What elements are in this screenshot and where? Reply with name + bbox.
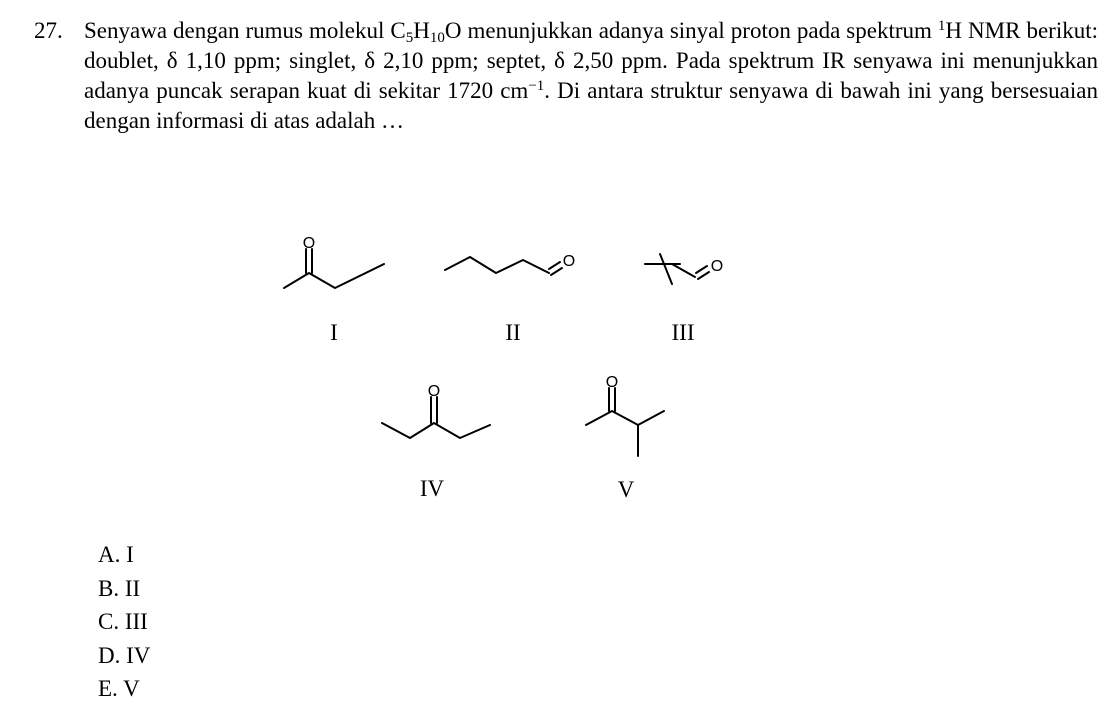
oxygen-atom-label: O	[710, 258, 724, 275]
subscript: 10	[429, 30, 445, 46]
option-b[interactable]: B. II	[98, 575, 141, 601]
option-e[interactable]: E. V	[98, 676, 140, 701]
option-c[interactable]: C. III	[98, 609, 148, 634]
structure-label: III	[671, 320, 695, 345]
superscript: 1	[937, 18, 946, 34]
structure-label: V	[617, 477, 635, 502]
structure-figures	[0, 200, 1112, 510]
structure-II	[445, 257, 562, 275]
question	[34, 16, 1098, 136]
structure-V	[586, 388, 664, 456]
oxygen-atom-label: O	[562, 253, 576, 270]
oxygen-atom-label: O	[302, 235, 316, 252]
question-text-part: . Di antara struktur senyawa di bawah ini yang bersesuaian dengan informasi di atas adalah …	[84, 78, 1098, 133]
superscript: −1	[528, 78, 545, 94]
question-text-part: H	[413, 18, 430, 43]
structure-label: IV	[419, 476, 445, 501]
structures-drawing	[0, 200, 1112, 510]
answer-options	[98, 538, 150, 706]
oxygen-atom-label: O	[427, 383, 441, 400]
option-a[interactable]: A. I	[98, 542, 134, 567]
question-text-part: H NMR berikut: doublet, δ 1,10 ppm; singlet, δ 2,10 ppm; septet, δ 2,50 ppm. Pada spektrum IR senyawa ini menunjukkan adanya puncak serapan kuat di sekitar 1720 cm	[84, 18, 1098, 103]
structure-label: II	[505, 320, 521, 345]
subscript: 5	[405, 30, 414, 46]
structure-III	[645, 254, 709, 284]
structure-label: I	[330, 320, 338, 345]
question-number: 27.	[34, 18, 63, 43]
question-text-part: Senyawa dengan rumus molekul C	[84, 18, 406, 43]
structure-IV	[382, 397, 490, 438]
question-text-part: O menunjukkan adanya sinyal proton pada spektrum	[444, 18, 938, 43]
option-d[interactable]: D. IV	[98, 642, 151, 668]
question-text	[84, 16, 1098, 136]
oxygen-atom-label: O	[605, 374, 619, 391]
structure-I	[284, 249, 384, 288]
